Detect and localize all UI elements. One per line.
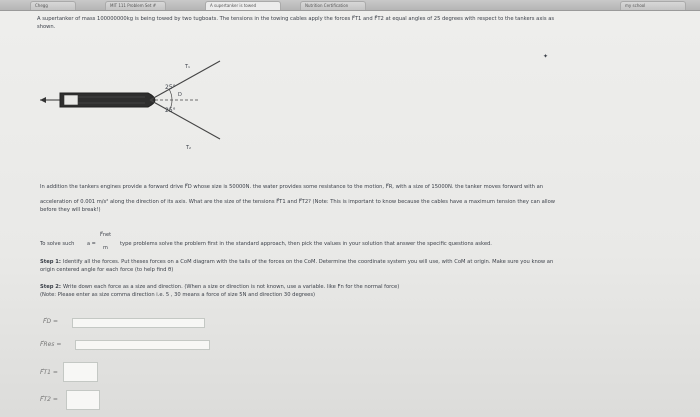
tab-school[interactable]: my school [620,1,686,10]
ft2-input[interactable] [66,390,100,410]
step2-label: Step 2: [40,284,61,290]
solve-prefix: To solve such [40,241,75,247]
problem-page [0,11,700,417]
browser-tab-bar [0,0,700,11]
problem-intro: A supertanker of mass 100000000kg is being towed by two tugboats. The tensions in the towing cables apply the forces F⃗T1 and F⃗T2 at equal angles of 25 degrees with respect to the tankers axis as [37,16,555,22]
tab-chegg[interactable]: Chegg [30,1,76,10]
input-label-ft2: F⃗T2 = [40,396,58,403]
solve-equation: a = [87,241,96,247]
fres-input[interactable] [75,340,210,350]
input-label-fres: F⃗Res = [40,341,62,348]
step2-note: (Note: Please enter as size comma direction i.e. 5 , 30 means a force of size 5N and direction 30 degrees) [40,292,316,298]
tab-supertanker[interactable]: A supertanker is towed [205,1,281,10]
paragraph-line-2: acceleration of 0.001 m/s² along the direction of its axis. What are the size of the tensions F⃗T1 and F⃗T2? (Note: This is important to know because the cables have a maximum tension they can allow [40,199,556,205]
paragraph-line-3: before they will break!) [40,207,101,213]
step1-text: Identify all the forces. Put theses forces on a CoM diagram with the tails of the forces on the CoM. Determine the coordinate system you will use, with CoM at origin. Make sure you know an [63,259,554,265]
angle-top-label: 25° [165,84,176,91]
step1-text-2: origin centered angle for each force (to help find θ) [40,267,174,273]
solve-instructions: type problems solve the problem first in the standard approach, then pick the values in your solution that answer the specific questions asked. [120,241,492,247]
input-label-ft1: F⃗T1 = [40,369,58,376]
mouse-cursor: ✦ [543,53,549,60]
step2-text: Write down each force as a size and direction. (When a size or direction is not known, use a variable. like Fn for the normal force) [63,284,400,290]
angle-bottom-label: 25° [165,107,176,114]
input-label-fd: F⃗D = [43,318,59,325]
tab-problem-set[interactable]: MIT 111 Problem Set # [105,1,166,10]
ft1-input[interactable] [63,362,98,382]
solve-fraction-top: F⃗net [100,232,112,238]
solve-fraction-bottom: m [103,245,108,251]
tanker-diagram [0,11,700,181]
tanker-bridge [64,95,78,105]
problem-intro-end: shown. [37,24,56,30]
force-t2-label: T₂ [186,145,192,151]
tab-nutrition[interactable]: Nutrition Certification [300,1,366,10]
cable-t2 [150,100,220,139]
fd-input[interactable] [72,318,205,328]
force-t1-label: T₁ [185,64,191,70]
paragraph-line-1: In addition the tankers engines provide a forward drive F⃗D whose size is 50000N. the water provides some resistance to the motion, F⃗R, with a size of 15000N. the tanker moves forward with an [40,184,544,190]
step1-label: Step 1: [40,259,61,265]
force-d-label: D [178,92,182,98]
